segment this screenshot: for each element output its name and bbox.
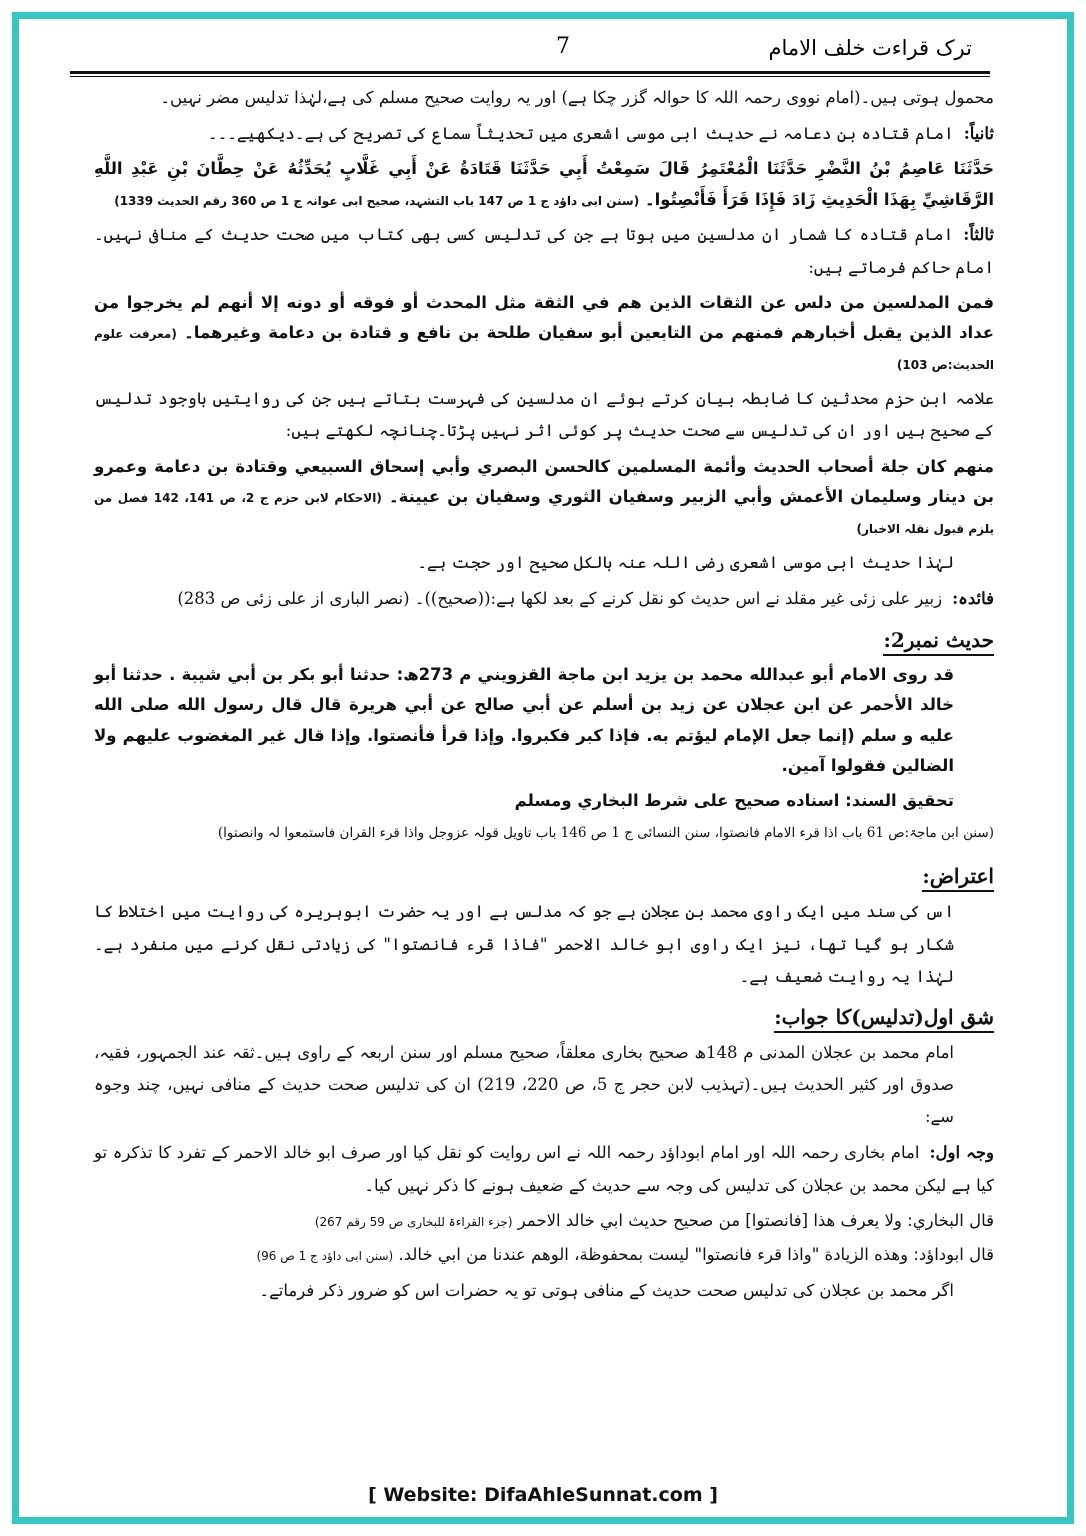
website-footer: [ Website: DifaAhleSunnat.com ] [368,1484,718,1506]
header-title: ترک قراءت خلف الامام [768,36,972,60]
paragraph [94,583,994,615]
paragraph-text: امام قتادہ کا شمار ان مدلسین میں ہوتا ہے جن کی تدلیس کسی بھی کتاب میں صحت حدیث کے منافی نہیں۔امام حاکم فرماتے ہیں: [94,225,994,277]
arabic-isnad-verdict: تحقيق السند: اسناده صحيح على شرط البخاري ومسلم [514,790,954,810]
reference: (نصر الباری از علی زئی ص 283) [177,589,410,609]
paragraph-label: ثالثاً: [963,225,994,245]
paragraph-text: امام قتادہ بن دعامہ نے حدیث ابی موسی اشعری میں تحدیثاً سماع کی تصریح کی ہے۔دیکھیے۔۔۔ [207,124,954,144]
page-header [70,30,990,74]
paragraph [94,118,994,150]
arabic-text: منهم كان جلة أصحاب الحديث وأئمة المسلمين كالحسن البصري وأبي إسحاق السبيعي وقتادة بن دعامة وعمرو بن دينار وسليمان الأعمش وأبي الزبير وسفيان الثوري وسفيان بن عيينة۔ [94,456,995,507]
section-heading-hadith-2: حدیث نمبر2: [94,624,994,656]
page-body [94,82,994,1307]
arabic-quote [94,452,994,544]
paragraph: امام محمد بن عجلان المدنی م 148ھ صحیح بخاری معلقاً، صحیح مسلم اور سنن اربعہ کے راوی ہیں۔ثقہ عند الجمہور، فقیہ، صدوق اور کثیر الحدیث ہیں۔(تہذیب لابن حجر ج 5، ص 220، 219) ان کی تدلیس صحت حدیث کے منافی نہیں، چند وجوہ سے: [94,1042,954,1127]
reference: (جزء القراءۃ للبخاری ص 59 رقم 267) [314,1214,513,1229]
reference: (سنن ابی داؤد ج 1 ص 147 باب التشہد، صحیح ابی عوانہ ج 1 ص 360 رقم الحدیث 1339) [114,193,640,208]
reference: (الاحکام لابن حزم ج 2، ص 141، 142 فصل من یلزم قبول نقلہ الاخبار) [94,491,994,536]
paragraph [94,219,994,283]
paragraph-label: ثانیاً: [963,124,994,144]
arabic-quote [94,1240,994,1271]
paragraph: علامہ ابن حزم محدثین کا ضابطہ بیان کرتے ہوئے ان مدلسین کی فہرست بتاتے ہیں جن کی روایتیں باوجود تدلیس کے صحیح ہیں اور ان کی تدلیس سے صحت حدیث پر کوئی اثر نہیں پڑتا۔چنانچہ لکھتے ہیں: [94,389,994,441]
header-rule-thin [70,76,990,77]
arabic-text: قال ابوداؤد: وهذه الزيادة "واذا قرء فانصتوا" ليست بمحفوظة، الوهم عندنا من ابي خالد. [398,1245,994,1265]
arabic-text: حَدَّثَنَا عَاصِمُ بْنُ النَّضْرِ حَدَّثَنَا الْمُعْتَمِرُ قَالَ سَمِعْتُ أَبِي حَدَّثَنَا قَتَادَةُ عَنْ أَبِي غَلَّابٍ يُحَدِّثُهُ عَنْ حِطَّانَ بْنِ عَبْدِ اللَّهِ الرَّقَاشِيِّ بِهَذَا الْحَدِيثِ زَادَ فَإِذَا قَرَأَ فَأَنْصِتُوا۔ [94,159,994,209]
paragraph: اس کی سند میں ایک راوی محمد بن عجلان ہے جو کہ مدلس ہے اور یہ حضرت ابوہریرہ کی روایت میں اختلاط کا شکار ہو گیا تھا، نیز ایک راوی ابو خالد الاحمر "فاذا قرء فانصتوا" کی زیادتی نقل کرنے میں منفرد ہے۔لہٰذا یہ روایت ضعیف ہے۔ [94,902,954,986]
paragraph-text: امام بخاری رحمہ اللہ اور امام ابوداؤد رحمہ اللہ نے اس روایت کو نقل کیا اور صرف ابو خالد الاحمر کے تفرد کا تذکرہ تو کیا ہے لیکن محمد بن عجلان کی تدلیس کی وجہ سے حدیث کے ضعیف ہونے کا ذکر نہیں کیا۔ [94,1143,994,1195]
paragraph: لہٰذا حدیث ابی موسی اشعری رضی اللہ عنہ بالکل صحیح اور حجت ہے۔ [417,553,954,573]
section-heading-objection: اعتراض: [94,860,994,892]
header-rule [70,71,990,74]
arabic-quote [94,288,994,380]
paragraph-text: زبیر علی زئی غیر مقلد نے اس حدیث کو نقل کرنے کے بعد لکھا ہے:((صحیح))۔ [414,589,943,609]
arabic-quote [94,1206,994,1237]
reference: (سنن ابن ماجۃ:ص 61 باب اذا قرء الامام فانصتوا، سنن النسائی ج 1 ص 146 باب تاویل قولہ عزوجل واذا قرء القران فاستمعوا لہ وانصتوا) [217,825,994,842]
section-heading-answer: شق اول(تدلیس)کا جواب: [94,1001,994,1033]
paragraph-label: وجہ اول: [929,1143,994,1163]
arabic-text: قال البخاري: ولا يعرف هذا [فانصتوا] من صحيح حديث ابي خالد الاحمر [517,1210,994,1230]
paragraph-label: فائدہ: [952,589,994,609]
arabic-hadith-text: قد روى الامام أبو عبدالله محمد بن يزيد ابن ماجة القزويني م 273ھ: حدثنا أبو بكر بن أبي شيبة . حدثنا أبو خالد الأحمر عن ابن عجلان عن زيد بن أسلم عن أبي صالح عن أبي هريرة قال قال رسول الله صلى الله عليه و سلم (إنما جعل الإمام ليؤتم به. فإذا كبر فكبروا. وإذا قرأ فأنصتوا. وإذا قال غير المغضوب عليهم ولا الضالين فقولوا آمين. [94,664,955,776]
paragraph: اگر محمد بن عجلان کی تدلیس صحت حدیث کے منافی ہوتی تو یہ حضرات اس کو ضرور ذکر فرماتے۔ [259,1280,954,1300]
arabic-text: فمن المدلسين من دلس عن الثقات الذين هم في الثقة مثل المحدث أو فوقه أو دونه إلا أنهم لم يخرجوا من عداد الذين يقبل أخبارهم فمنهم من التابعين أبو سفيان طلحة بن نافع و قتادة بن دعامة وغيرهما۔ [94,292,995,343]
paragraph [94,1137,994,1201]
paragraph: محمول ہوتی ہیں۔(امام نووی رحمہ اللہ کا حوالہ گزر چکا ہے) اور یہ روایت صحیح مسلم کی ہے،لہٰذا تدلیس مضر نہیں۔ [160,88,994,107]
reference: (سنن ابی داؤد ج 1 ص 96) [256,1249,394,1264]
page-number: 7 [556,34,570,59]
reference: (معرفت علوم الحدیث:ص 103) [94,327,994,372]
arabic-hadith-text [94,154,994,215]
